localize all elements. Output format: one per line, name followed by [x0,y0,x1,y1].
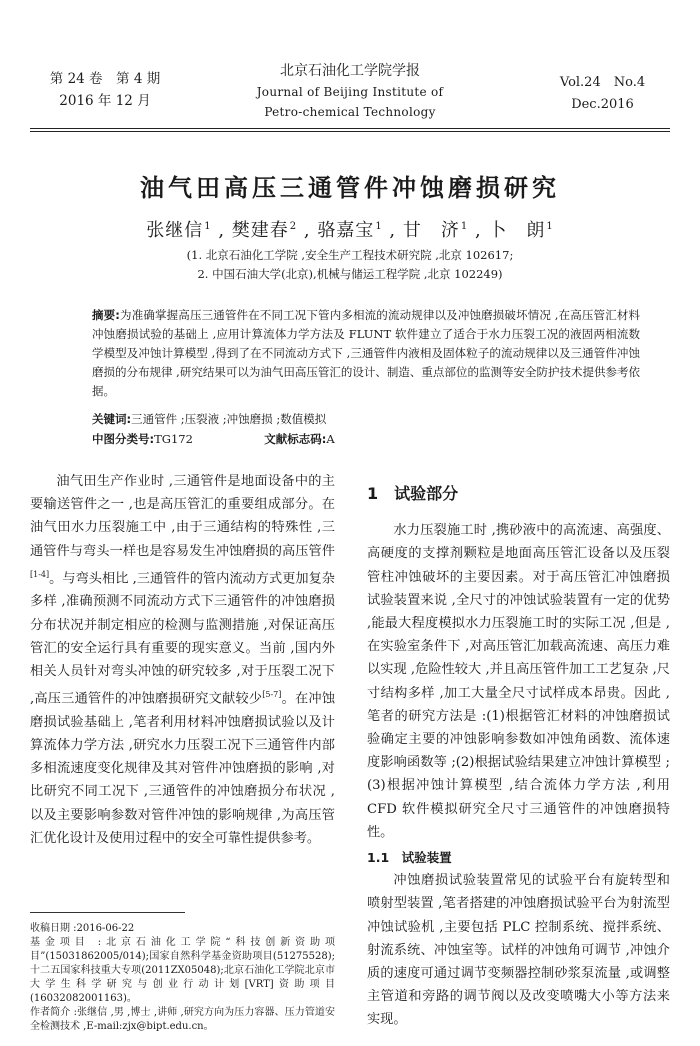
header-rule [30,128,670,129]
section-paragraph-2: 冲蚀磨损试验装置常见的试验平台有旋转型和喷射型装置 ,笔者搭建的冲蚀磨损试验平台为射流型冲蚀试验机 ,主要包括 PLC 控制系统、搅拌系统、射流系统、冲蚀室等。试样的冲蚀角可调节 ,冲蚀介质的速度可通过调节变频器控制砂浆泵流量 ,或调整主管道和旁路的调节阀以及改变喷嘴大小等方法来实现。 [367,873,670,1028]
right-column [367,482,670,1032]
keywords-label: 关键词: [92,412,132,426]
subsection-title: 1.1 试验装置 [367,850,452,866]
footnote-rule [30,912,185,913]
abstract-text: 为准确掌握高压三通管件在不同工况下管内多相流的流动规律以及冲蚀磨损破坏情况 ,在高压管汇材料冲蚀磨损试验的基础上 ,应用计算流体力学方法及 FLUNT 软件建立了适合于水力压裂工况的液固两相流数学模型及冲蚀计算模型 ,得到了在不同流动方式下 ,三通管件内液相及固体粒子的流动规律以及三通管件冲蚀磨损的分布规律 ,研究结果可以为油气田高压管汇的设计、制造、重点部位的监测等安全防护技术提供参考依据。 [92,308,640,398]
author-bio: 作者简介 :张继信 ,男 ,博士 ,讲师 ,研究方向为压力容器、压力管道安全检测技术 ,E-mail:zjx@bipt.edu.cn。 [30,1007,335,1032]
doc-code-label: 文献标志码: [264,432,327,446]
author-aff: 2 [289,221,298,232]
funding-info: 基金项目 :北京石油化工学院“科技创新资助项目”(15031862005/014);国家自然科学基金资助项目(51275528);十二五国家科技重大专项(2011ZX05048);北京石油化工学院北京市大学生科学研究与创业行动计划[VRT]资助项目(16032082001163)。 [30,937,335,1004]
section-title: 1 试验部分 [367,484,459,503]
affiliation-1: (1. 北京石油化工学院 ,安全生产工程技术研究院 ,北京 102617; [186,248,514,262]
issue-date-en: Dec.2016 [571,97,634,112]
journal-name-en-2: Petro-chemical Technology [264,105,436,119]
author-aff: 1 [204,221,212,232]
intro-text-1: 油气田生产作业时 ,三通管件是地面设备中的主要输送管件之一 ,也是高压管汇的重要组成部分。在油气田水力压裂施工中 ,由于三通结构的特殊性 ,三通管件与弯头一样也是容易发生冲蚀磨损的高压管件 [30,474,335,559]
journal-title [235,60,465,122]
issue-date-cn: 2016 年 12 月 [59,93,151,109]
classification [92,430,652,449]
affiliation-2: 2. 中国石油大学(北京),机械与储运工程学院 ,北京 102249) [197,267,503,281]
author-name: 甘 济 [402,220,460,241]
journal-name-cn: 北京石油化工学院学报 [280,63,420,79]
volume-info [30,68,180,112]
author-aff: 1 [375,221,383,232]
left-column [30,470,335,850]
section-paragraph-1: 水力压裂施工时 ,携砂液中的高流速、高强度、高硬度的支撑剂颗粒是地面高压管汇设备以及压裂管柱冲蚀破坏的主要因素。对于高压管汇冲蚀磨损试验装置来说 ,全尺寸的冲蚀试验装置有一定的优势 ,能最大程度模拟水力压裂施工时的实际工况 ,但是 ,在实验室条件下 ,对高压管汇加载高流速、高压力难以实现 ,危险性较大 ,并且高压管件加工工艺复杂 ,尺寸结构多样 ,加工大量全尺寸试样成本昂贵。因此 ,笔者的研究方法是 :(1)根据管汇材料的冲蚀磨损试验确定主要的冲蚀影响参数如冲蚀角函数、流体速度影响函数等 ;(2)根据试验结果建立冲蚀计算模型 ;(3)根据冲蚀计算模型 ,结合流体力学方法 ,利用 CFD 软件模拟研究全尺寸三通管件的冲蚀磨损特性。 [367,523,670,840]
author-name: 卜 朗 [488,220,546,241]
intro-text-2: 。与弯头相比 ,三通管件的管内流动方式更加复杂多样 ,准确预测不同流动方式下三通管件的冲蚀磨损分布状况并制定相应的检测与监测措施 ,对保证高压管汇的安全运行具有重要的现实意义。当前 ,国内外相关人员针对弯头冲蚀的研究较多 ,对于压裂工况下 ,高压三通管件的冲蚀磨损研究文献较少 [30,571,335,707]
footnote [30,922,335,1034]
intro-text-3: 。在冲蚀磨损试验基础上 ,笔者利用材料冲蚀磨损试验以及计算流体力学方法 ,研究水力压裂工况下三通管件内部多相流速度变化规律及其对管件冲蚀磨损的影响 ,对比研究不同工况下 ,三通管件的冲蚀磨损分布状况 ,以及主要影响参数对管件冲蚀的影响规律 ,为高压管汇优化设计及使用过程中的安全可靠性提供参考。 [30,691,336,846]
abstract [92,306,640,401]
author-name: 樊建春 [231,220,289,241]
header-rule-2 [30,131,670,132]
author-name: 张继信 [146,220,204,241]
clc-label: 中图分类号: [92,432,155,446]
abstract-label: 摘要: [92,308,120,322]
author-aff: 1 [460,221,469,232]
clc-value: TG172 [154,432,193,446]
paper-title: 油气田高压三通管件冲蚀磨损研究 [140,174,560,202]
author-name: 骆嘉宝 [317,220,375,241]
author-aff: 1 [546,221,554,232]
journal-name-en-1: Journal of Beijing Institute of [256,85,444,99]
intro-paragraph [30,470,335,850]
received-date: 收稿日期 :2016-06-22 [30,923,135,934]
keywords-text: 三通管件 ;压裂液 ;冲蚀磨损 ;数值模拟 [131,412,327,426]
volume-issue-en: Vol.24 No.4 [559,75,646,90]
citation-1: [1-4] [30,569,50,579]
volume-issue: 第 24 卷 第 4 期 [49,71,161,87]
keywords [92,410,652,429]
citation-2: [5-7] [262,690,282,700]
volume-info-en [530,72,675,116]
doc-code-value: A [326,432,335,446]
author-list: 张继信$^1$ , 樊建春$^2$ , 骆嘉宝$^1$ , 甘 济$^1$ , 卜 朗$^1$ [146,220,554,241]
